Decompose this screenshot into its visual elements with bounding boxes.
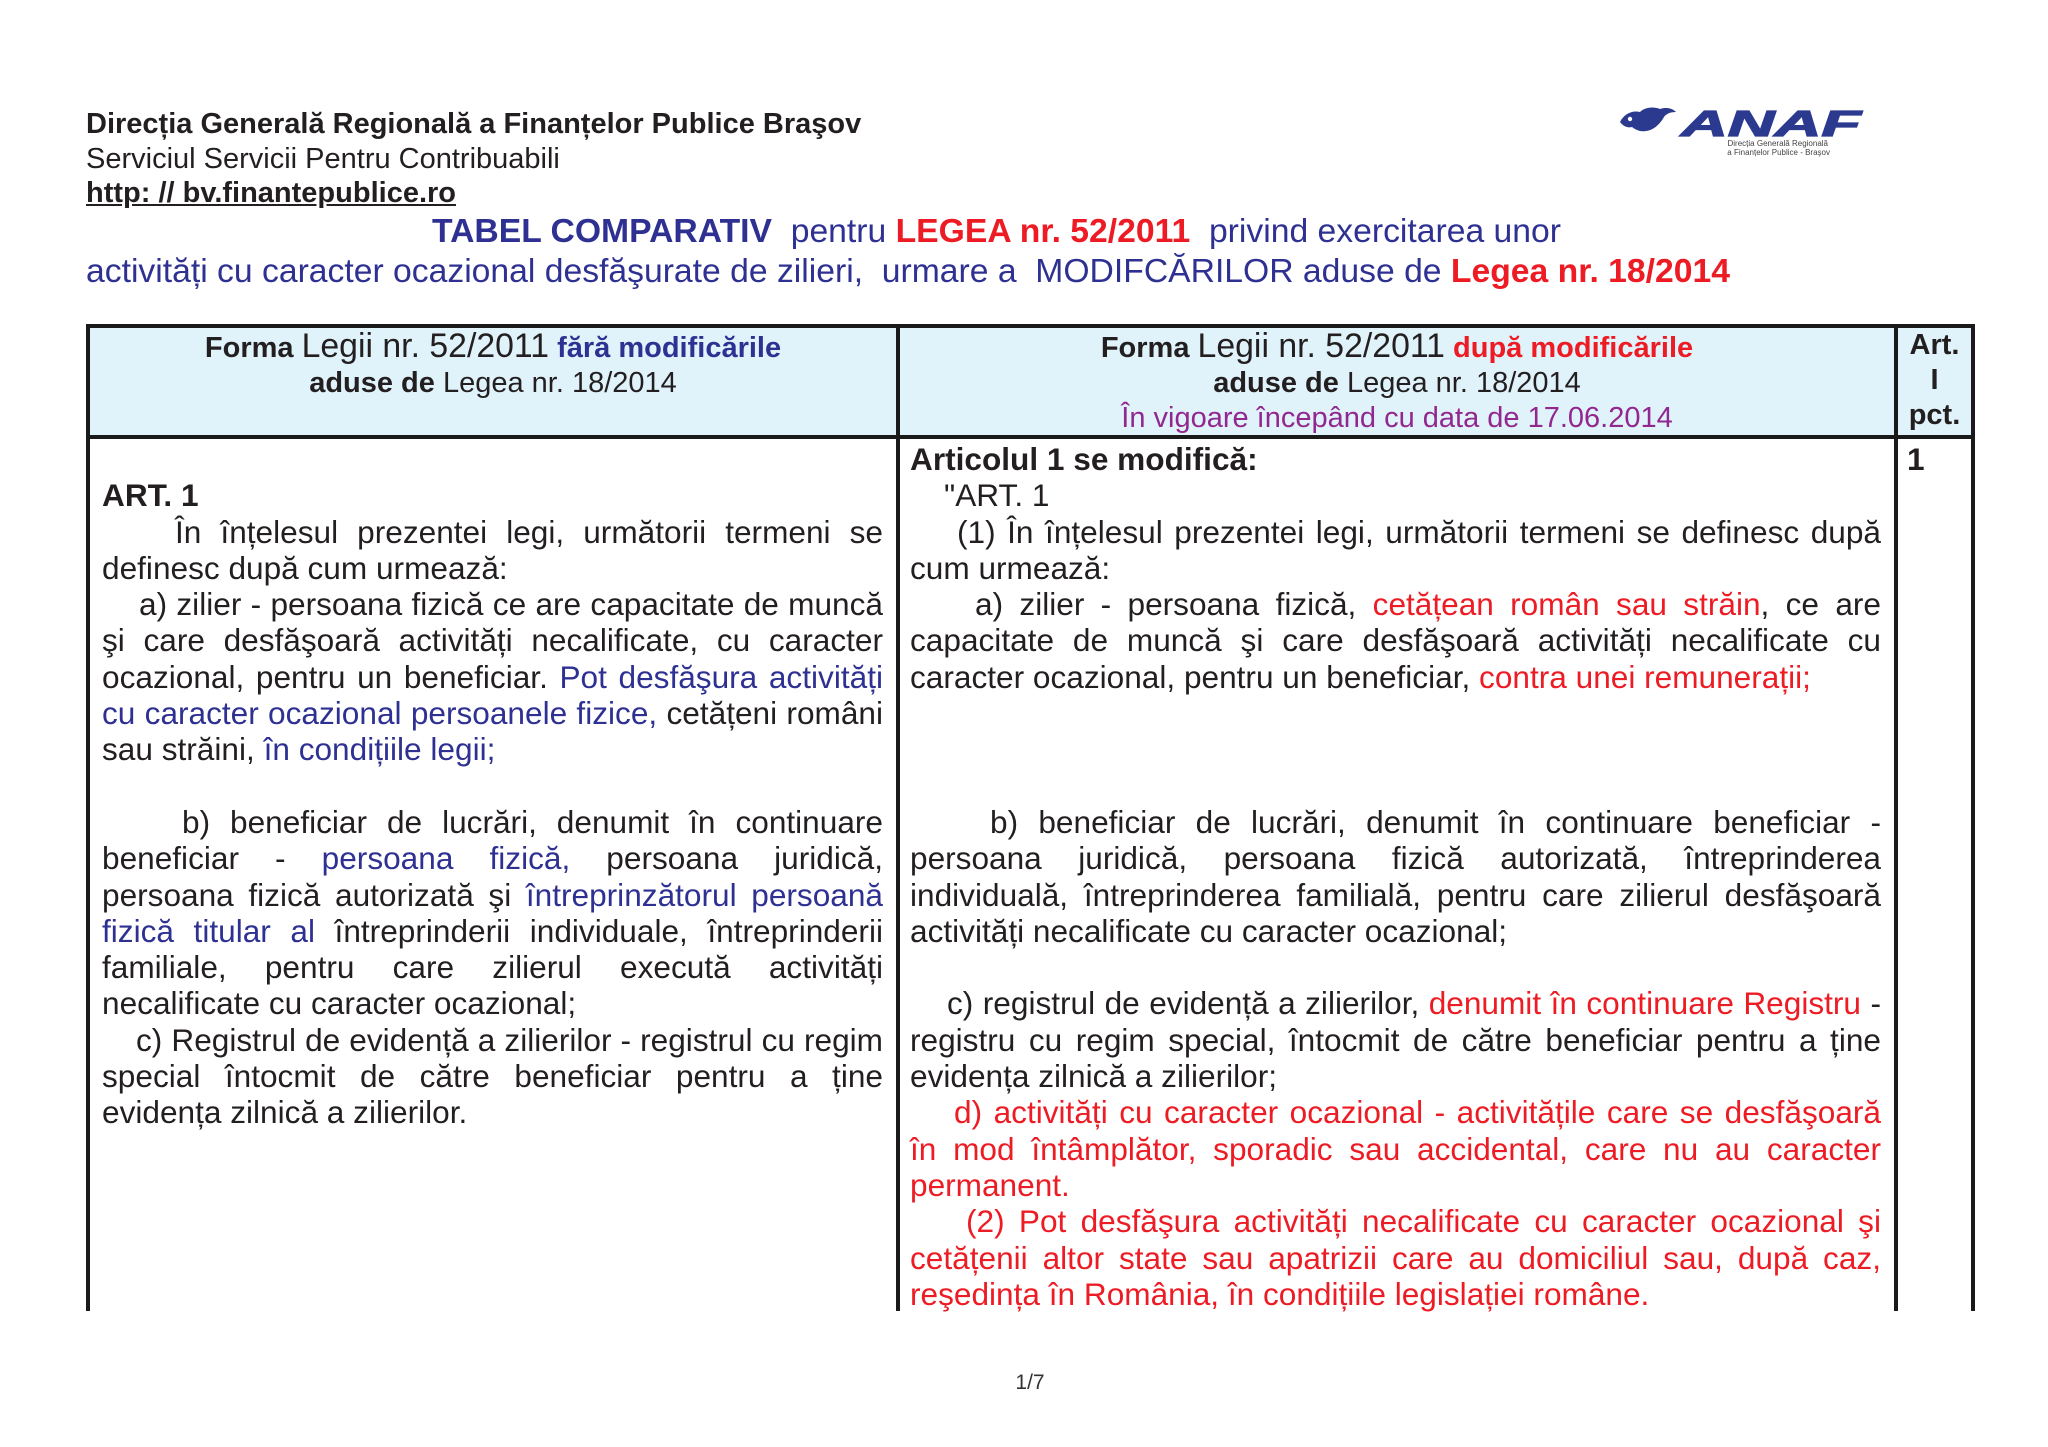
text-segment: b) beneficiar de lucrări, denumit în continuare beneficiar - persoana juridică, persoana fizică autorizată, întreprinderea individuală, întreprinderea familială, pentru care zilierul desfăşoară activități necalificate cu caracter ocazional; — [910, 803, 1881, 949]
header-aduse-de: aduse de — [1213, 367, 1339, 399]
title-line-2 — [86, 251, 1730, 291]
table-row — [86, 439, 1975, 1311]
text-segment: a) zilier - persoana fizică ce are capacitate de muncă şi care desfăşoară activități necalificate, cu caracter ocazional, pentru un beneficiar. — [102, 586, 883, 695]
added-text-segment: cetățean român sau străin — [1372, 586, 1761, 623]
header-amending-law: Legea nr. 18/2014 — [1346, 367, 1581, 399]
definition-registru — [102, 1022, 883, 1131]
article-heading — [910, 477, 1881, 513]
title-law: LEGEA nr. 52/2011 — [895, 212, 1191, 250]
header-ref-art: Art. — [1909, 329, 1960, 361]
text-segment: b) beneficiar de lucrări, denumit în continuare beneficiar - — [102, 803, 883, 877]
text-segment: c) registrul de evidență a zilierilor, — [947, 985, 1429, 1022]
header-aduse-de: aduse de — [309, 367, 435, 399]
changed-text-segment: persoana fizică, — [321, 840, 571, 877]
eagle-icon — [1620, 108, 1676, 132]
definition-zilier — [102, 586, 883, 767]
paragraph-2-foreign-citizens — [910, 1203, 1881, 1312]
header-forma-label: Forma — [204, 332, 294, 364]
point-number: 1 — [1907, 441, 1925, 477]
changed-text-segment: întreprinzătorul persoană fizică titular al — [102, 876, 883, 949]
header-before-qualifier: fără modificările — [557, 332, 782, 364]
header-ref-roman: I — [1930, 364, 1939, 396]
title-subject-continued: activități cu caracter ocazional desfăşurate de zilieri, urmare a MODIFCĂRILOR aduse de — [86, 252, 1451, 290]
comparative-table — [86, 324, 1975, 1311]
header-law-name: Legii nr. 52/2011 — [301, 327, 550, 365]
title-line-1 — [432, 211, 1561, 251]
service-name: Serviciul Servicii Pentru Contribuabili — [86, 142, 560, 175]
article-heading — [102, 477, 883, 513]
title-subject: privind exercitarea unor — [1190, 212, 1561, 250]
added-text-segment: (2) Pot desfăşura activități necalificate cu caracter ocazional şi cetățenii altor state sau apatrizii care au domiciliul sau, după caz, reşedința în România, în condițiile legislației române. — [910, 1203, 1881, 1312]
table-header-row — [86, 324, 1975, 439]
header-ref-pct: pct. — [1908, 399, 1961, 431]
header-before-column — [86, 324, 896, 439]
text-segment: "ART. 1 — [944, 477, 1050, 514]
text-segment: Articolul 1 se modifică: — [910, 441, 1258, 477]
definitions-intro — [910, 514, 1881, 587]
definition-activitati-ocazionale — [910, 1094, 1881, 1203]
after-text-cell — [896, 439, 1894, 1311]
definition-zilier — [910, 586, 1881, 695]
header-after-line-1 — [900, 327, 1894, 366]
definition-beneficiar — [102, 804, 883, 1022]
text-segment: În înțelesul prezentei legi, următorii termeni se definesc după cum urmează: — [102, 513, 883, 586]
text-segment: (1) În înțelesul prezentei legi, următorii termeni se definesc după cum urmează: — [910, 513, 1881, 586]
added-text-segment: contra unei remunerații; — [1479, 658, 1811, 695]
logo-subtitle-line1: Direcția Generală Regională — [1727, 139, 1828, 148]
header-law-name: Legii nr. 52/2011 — [1197, 327, 1445, 365]
logo-subtitle-line2: a Finanțelor Publice - Braşov — [1727, 148, 1830, 157]
website-link[interactable]: http: // bv.finantepublice.ro — [86, 177, 457, 209]
header-after-line-2 — [900, 366, 1894, 401]
text-segment: persoana juridică, persoana fizică autorizată şi — [102, 840, 883, 913]
header-before-line-1 — [90, 327, 896, 366]
text-segment: întreprinderii individuale, întreprinderii familiale, pentru care zilierul execută activități necalificate cu caracter ocazional; — [102, 912, 883, 1022]
before-text-cell — [86, 439, 896, 1311]
definition-registru — [910, 985, 1881, 1094]
added-text-segment: denumit în continuare Registru — [1428, 985, 1862, 1022]
text-segment: ART. 1 — [102, 477, 199, 514]
anaf-logo — [1610, 100, 1870, 162]
organization-header — [86, 107, 861, 211]
header-after-column — [896, 324, 1894, 439]
title-label: TABEL COMPARATIV — [432, 212, 772, 250]
definitions-intro — [102, 514, 883, 587]
header-forma-label: Forma — [1100, 332, 1190, 364]
changed-text-segment: în condițiile legii; — [263, 731, 496, 768]
page-number: 1/7 — [1015, 1371, 1045, 1394]
definition-beneficiar — [910, 804, 1881, 949]
header-amending-law: Legea nr. 18/2014 — [442, 367, 677, 399]
added-text-segment: d) activități cu caracter ocazional - activitățile care se desfăşoară în mod întâmplător, sporadic sau accidental, care nu au caracter permanent. — [910, 1094, 1881, 1203]
text-segment: c) Registrul de evidență a zilierilor - registrul cu regim special întocmit de către beneficiar pentru a ține evidența zilnică a zilierilor. — [102, 1021, 883, 1131]
header-after-qualifier: după modificările — [1453, 332, 1694, 364]
text-segment: - registru cu regim special, întocmit de către beneficiar pentru a ține evidența zilnică a zilierilor; — [910, 985, 1881, 1095]
header-ref-column — [1894, 324, 1975, 439]
title-connector: pentru — [771, 212, 896, 250]
ref-cell — [1894, 439, 1975, 1311]
text-segment: cetățeni români sau străini, — [102, 695, 883, 768]
organization-name: Direcția Generală Regională a Finanțelor Publice Braşov — [86, 108, 862, 140]
header-in-force-date: În vigoare începând cu data de 17.06.2014 — [1121, 402, 1673, 434]
changed-text-segment: Pot desfăşura activități cu caracter ocazional persoanele fizice, — [102, 658, 883, 732]
text-segment: , ce are capacitate de muncă şi care desfăşoară activități necalificate cu caracter ocazional, pentru un beneficiar, — [910, 586, 1881, 695]
modification-heading — [910, 441, 1881, 477]
text-segment: a) zilier - persoana fizică, — [975, 586, 1373, 623]
logo-brand-text: ANAF — [1679, 103, 1863, 144]
header-before-line-2 — [90, 366, 896, 401]
title-amending-law: Legea nr. 18/2014 — [1450, 252, 1730, 290]
